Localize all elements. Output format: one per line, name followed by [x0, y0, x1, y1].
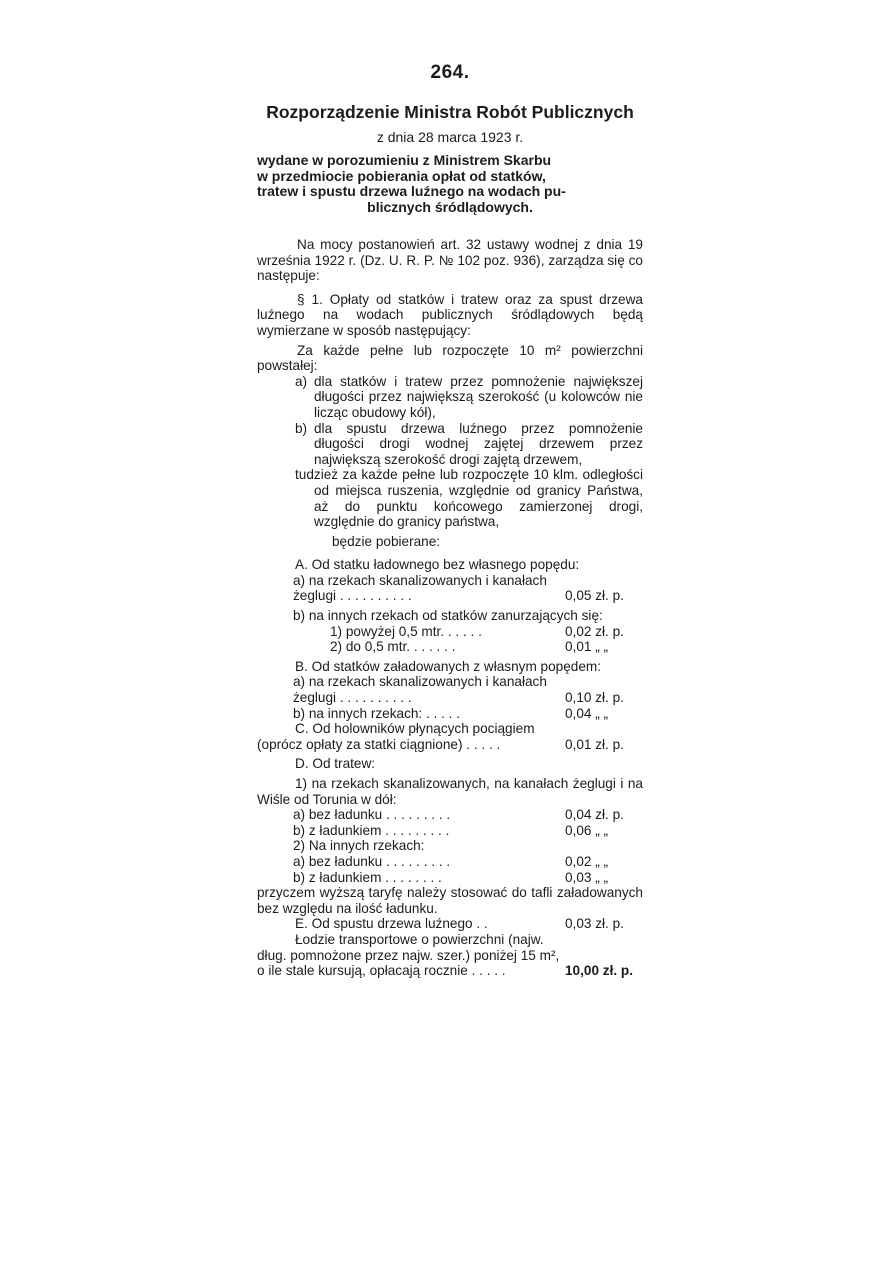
rate-value: 0,01 zł. p.	[565, 736, 624, 752]
rate-text: 1) na rzekach skanalizowanych, na kanałach żeglugi i na Wiśle od Torunia w dół:	[257, 776, 643, 807]
rate-row	[257, 932, 643, 979]
rate-value: 0,03 „ „	[565, 869, 609, 885]
rate-value: 0,10 zł. p.	[565, 690, 624, 706]
list-label: a)	[295, 373, 308, 389]
document-page	[257, 62, 643, 979]
distance-text: tudzież za każde pełne lub rozpoczęte 10 klm. odległości od miejsca ruszenia, względnie od granicy Państwa, aż do punktu końcowego zamierzonej drogi, względnie do granicy państwa,	[295, 467, 643, 530]
rate-text: 2) do 0,5 mtr. . . . . . .	[330, 639, 456, 655]
rate-text: C. Od holowników płynących pociągiem (oprócz opłaty za statki ciągnione) . . . . .	[257, 721, 535, 752]
rate-row	[257, 674, 643, 705]
rate-row	[257, 624, 643, 640]
section-b-heading: B. Od statków załadowanych z własnym popędem:	[295, 658, 602, 674]
ordinance-subtitle	[257, 153, 643, 215]
subtitle-line: w przedmiocie pobierania opłat od statków,	[257, 167, 546, 184]
rate-text: a) na rzekach skanalizowanych i kanałach żeglugi . . . . . . . . . .	[293, 674, 547, 706]
list-text: dla spustu drzewa luźnego przez pomnożenie długości drogi wodnej zajętej drzewem przez największą szerokość drogi zajętą drzewem,	[314, 420, 643, 467]
rate-value: 0,05 zł. p.	[565, 588, 624, 604]
subtitle-line: wydane w porozumieniu z Ministrem Skarbu	[257, 152, 552, 168]
rate-value: 0,02 „ „	[565, 853, 609, 869]
rate-value: 0,04 „ „	[565, 705, 609, 721]
ordinance-date: z dnia 28 marca 1923 r.	[376, 129, 524, 145]
rate-value: 10,00 zł. p.	[565, 963, 634, 979]
rate-row	[257, 721, 643, 752]
tariff-note: przyczem wyższą taryfę należy stosować do tafli załadowanych bez względu na ilość ładunku.	[257, 885, 643, 916]
rate-value: 0,01 „ „	[565, 639, 609, 655]
section-d-heading: D. Od tratew:	[295, 756, 376, 772]
rate-value: 0,03 zł. p.	[565, 916, 624, 932]
section-1-base: Za każde pełne lub rozpoczęte 10 m² powierzchni powstałej:	[257, 342, 643, 374]
charge-intro: będzie pobierane:	[332, 533, 441, 549]
rate-row	[257, 854, 643, 870]
subtitle-line: blicznych śródlądowych.	[367, 198, 533, 215]
rate-text: a) bez ładunku . . . . . . . . .	[293, 807, 451, 823]
rate-text: b) na innych rzekach od statków zanurzających się:	[293, 608, 603, 624]
rate-row	[257, 823, 643, 839]
distance-clause	[257, 467, 643, 529]
rate-text: 1) powyżej 0,5 mtr. . . . . .	[330, 623, 482, 639]
rate-text: 2) Na innych rzekach:	[293, 838, 425, 854]
rate-text: Łodzie transportowe o powierzchni (najw. dług. pomnożone przez najw. szer.) poniżej 15 m², o ile stale kursują, opłacają rocznie . . . . .	[257, 931, 560, 979]
list-item-b	[257, 421, 643, 468]
preamble-paragraph: Na mocy postanowień art. 32 ustawy wodnej z dnia 19 września 1922 r. (Dz. U. R. P. № 102 poz. 936), zarządza się co następuje:	[257, 237, 643, 284]
section-1-intro: § 1. Opłaty od statków i tratew oraz za spust drzewa luźnego na wodach publicznych śródlądowych będą wymierzane w sposób następujący:	[257, 291, 643, 338]
rate-row	[257, 807, 643, 823]
rate-row	[257, 706, 643, 722]
list-item-a	[257, 374, 643, 421]
rate-text: b) na innych rzekach: . . . . .	[293, 705, 460, 721]
section-a-heading: A. Od statku ładownego bez własnego popędu:	[295, 557, 580, 573]
list-label: b)	[295, 420, 308, 436]
rate-value: 0,04 zł. p.	[565, 807, 624, 823]
ordinance-title: Rozporządzenie Ministra Robót Publicznych	[266, 102, 634, 122]
subtitle-line: tratew i spustu drzewa luźnego na wodach pu-	[257, 183, 566, 199]
rate-text: a) bez ładunku . . . . . . . . .	[293, 853, 451, 869]
rate-row	[257, 916, 643, 932]
rate-text: a) na rzekach skanalizowanych i kanałach żeglugi . . . . . . . . . .	[293, 572, 547, 604]
rate-row	[257, 573, 643, 604]
rate-text: b) z ładunkiem . . . . . . . .	[293, 869, 442, 885]
rate-value: 0,06 „ „	[565, 822, 609, 838]
list-text: dla statków i tratew przez pomnożenie największej długości przez największą szerokość (u kolowców nie licząc obudowy kół),	[314, 373, 643, 420]
rate-row	[257, 870, 643, 886]
rate-text: E. Od spustu drzewa luźnego . .	[295, 916, 488, 932]
page-number: 264.	[430, 62, 470, 83]
rate-row	[257, 639, 643, 655]
rate-value: 0,02 zł. p.	[565, 623, 624, 639]
rate-text: b) z ładunkiem . . . . . . . . .	[293, 822, 450, 838]
